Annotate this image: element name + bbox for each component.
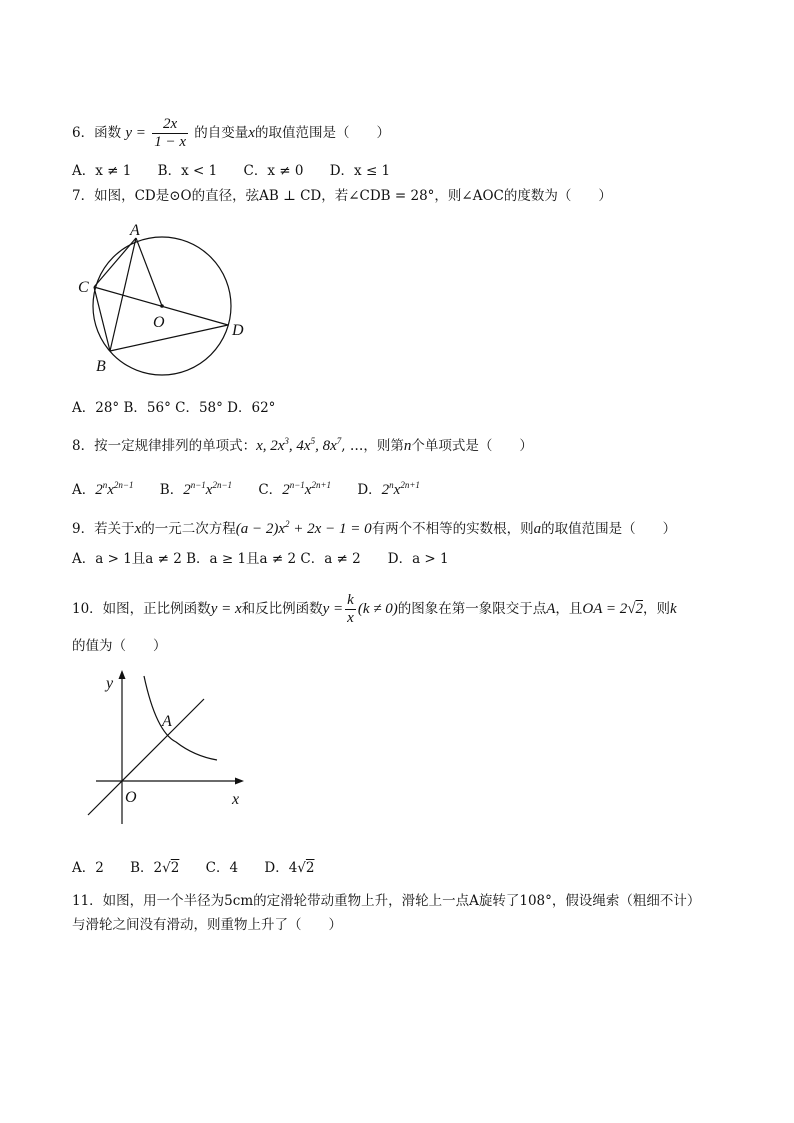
q8-text: 8．按一定规律排列的单项式： [72, 438, 257, 454]
q10-label-a: A [162, 713, 172, 730]
q10-line-y-eq-x [88, 699, 204, 815]
q8-options [72, 475, 442, 500]
question-9 [72, 514, 676, 539]
q10-text4: ，且 [555, 601, 583, 617]
q7-segment-cb [94, 287, 110, 351]
q6-var: x [248, 125, 255, 141]
q10-option-c: C．4 [205, 860, 239, 876]
q10-option-b: B．2√2 [130, 860, 180, 876]
q8-seq-tail: , …，则第 [341, 438, 404, 454]
question-11-line2: 与滑轮之间没有滑动，则重物上升了（ ） [72, 917, 342, 933]
question-6 [72, 116, 390, 151]
q9-x: x [134, 521, 142, 537]
q10-lhs: y = [322, 601, 344, 617]
q10-linear-function: y = x [210, 601, 242, 617]
q6-option-b: B．x < 1 [157, 163, 218, 179]
q7-options: A．28° B．56° C．58° D．62° [72, 400, 276, 416]
q6-option-c: C．x ≠ 0 [243, 163, 304, 179]
q9-equation: $(a - 2)x^2 + 2x - 1 = 0$ [235, 519, 372, 537]
q10-point-a: A [546, 601, 556, 617]
q9-text1: 9．若关于 [72, 521, 135, 537]
q6-suffix: 的自变量 [194, 125, 249, 141]
q10-text1: 10．如图，正比例函数 [72, 601, 211, 617]
q10-fraction: $\frac{k}{x}$ [347, 592, 354, 626]
q9-text2: 的一元二次方程 [141, 521, 236, 537]
q7-label-b: B [96, 358, 106, 375]
q10-option-a: A．2 [72, 860, 104, 876]
q10-graph-figure [82, 668, 252, 830]
q10-label-o: O [125, 789, 137, 806]
q8-option-c: C．$2^{n-1}x^{2n+1}$ [258, 480, 332, 498]
q6-numerator: 2x [152, 116, 188, 134]
q7-label-c: C [78, 279, 89, 296]
q10-condition: (k ≠ 0) [357, 601, 398, 617]
question-7: 7．如图，CD是⊙O的直径，弦AB ⊥ CD，若∠CDB = 28°，则∠AOC的度数为（ ） [72, 188, 612, 204]
q10-line2: 的值为（ ） [72, 638, 167, 654]
q8-option-b: B．$2^{n-1}x^{2n-1}$ [159, 480, 233, 498]
question-8 [72, 431, 533, 456]
q7-label-o: O [153, 314, 165, 331]
q10-label-y: y [106, 675, 114, 692]
q6-suffix2: 的取值范围是（ ） [254, 125, 390, 141]
q10-oa: OA = 2√2 [582, 601, 643, 617]
q6-option-a: A．x ≠ 1 [72, 163, 132, 179]
q7-center-dot [160, 304, 164, 308]
q8-option-a: A．$2^nx^{2n-1}$ [72, 480, 134, 498]
q7-label-a: A [130, 222, 140, 239]
q10-label-x: x [232, 791, 240, 808]
q7-chord-ab [110, 238, 136, 351]
question-11-line1: 11．如图，用一个半径为5cm的定滑轮带动重物上升，滑轮上一点A旋转了108°，假设绳索（粗细不计） [72, 893, 701, 909]
q6-option-d: D．x ≤ 1 [329, 163, 391, 179]
q10-text3: 的图象在第一象限交于点 [397, 601, 547, 617]
question-10 [72, 592, 677, 627]
q8-tail: 个单项式是（ ） [411, 438, 533, 454]
q8-n: n [403, 438, 412, 454]
q10-y-arrow [119, 670, 126, 679]
q8-option-d: D．$2^nx^{2n+1}$ [357, 480, 420, 498]
q6-denominator: 1 − x [154, 134, 186, 150]
q9-text3: 有两个不相等的实数根，则 [371, 521, 534, 537]
q10-options [72, 858, 337, 878]
q8-seq: x, $2x^3$, $4x^5$, $8x^7$ [256, 436, 342, 454]
q10-text5: ，则 [642, 601, 670, 617]
q10-option-d: D．4√2 [264, 860, 315, 876]
q6-fraction [152, 116, 188, 151]
q7-circle-figure [70, 215, 260, 385]
q7-segment-ca [94, 238, 136, 287]
q6-options [72, 161, 412, 181]
q6-lhs: y = [125, 125, 146, 141]
q7-segment-bd [110, 325, 228, 351]
q6-prefix: 6．函数 [72, 125, 122, 141]
q7-label-d: D [232, 322, 244, 339]
q10-k: k [669, 601, 677, 617]
q9-text4: 的取值范围是（ ） [541, 521, 677, 537]
q9-a: a [533, 521, 542, 537]
q7-segment-ao [136, 238, 162, 306]
q10-x-arrow [235, 778, 244, 785]
q9-options: A．a > 1且a ≠ 2 B．a ≥ 1且a ≠ 2 C．a ≠ 2 D．a > 1 [72, 551, 449, 567]
q10-text2: 和反比例函数 [241, 601, 323, 617]
